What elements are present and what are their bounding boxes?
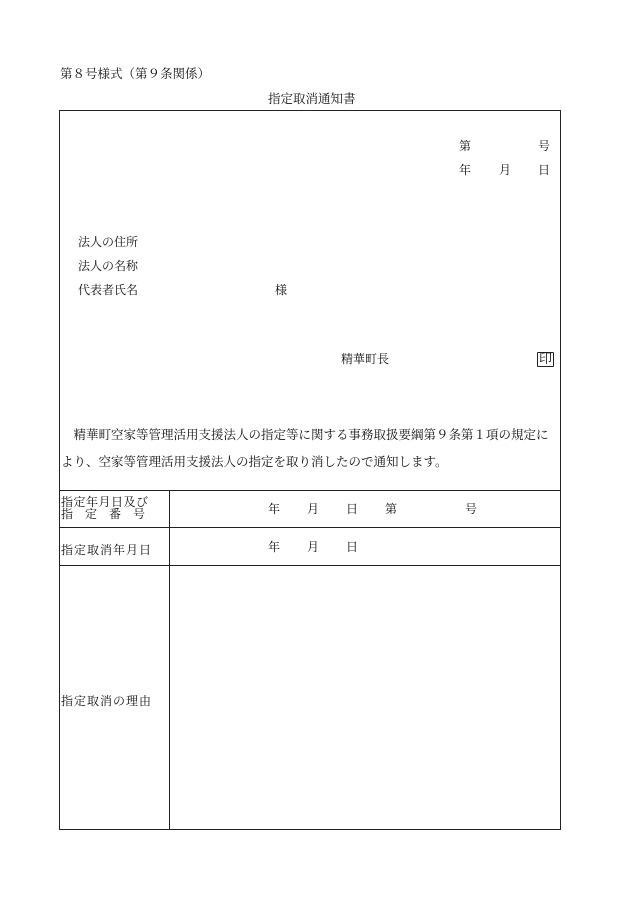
revocation-date-label: 指定取消年月日 — [61, 543, 153, 557]
table-top-divider — [59, 490, 561, 491]
mayor-label: 精華町長 — [341, 352, 390, 366]
notice-body: 精華町空家等管理活用支援法人の指定等に関する事務取扱要綱第９条第１項の規定により、空家等管理活用支援法人の指定を取り消したので通知します。 — [61, 427, 549, 469]
row1-month: 月 — [307, 502, 320, 516]
date-day: 日 — [538, 163, 551, 177]
revocation-reason-label: 指定取消の理由 — [61, 694, 153, 708]
number-go: 号 — [538, 139, 551, 153]
form-reference: 第８号様式（第９条関係） — [60, 66, 211, 81]
table-row-divider-1 — [59, 527, 561, 528]
row1-year: 年 — [268, 502, 281, 516]
corp-name-label: 法人の名称 — [78, 259, 139, 273]
designation-label-line2: 指 定 番 号 — [61, 507, 146, 521]
row1-day: 日 — [346, 502, 359, 516]
representative-label: 代表者氏名 — [78, 283, 139, 297]
corp-address-label: 法人の住所 — [78, 235, 139, 249]
table-row-divider-2 — [59, 565, 561, 566]
designation-label-line1: 指定年月日及び — [61, 495, 149, 509]
designation-date-number-label — [61, 496, 167, 520]
document-title: 指定取消通知書 — [268, 91, 356, 106]
date-year: 年 — [459, 163, 472, 177]
row2-month: 月 — [307, 540, 320, 554]
number-dai: 第 — [459, 139, 472, 153]
row2-year: 年 — [268, 540, 281, 554]
seal-mark: 印 — [539, 352, 553, 367]
date-month: 月 — [499, 163, 512, 177]
honorific: 様 — [275, 283, 288, 297]
row1-dai: 第 — [385, 502, 398, 516]
table-column-divider — [169, 490, 170, 830]
row1-go: 号 — [465, 502, 478, 516]
row2-day: 日 — [346, 540, 359, 554]
